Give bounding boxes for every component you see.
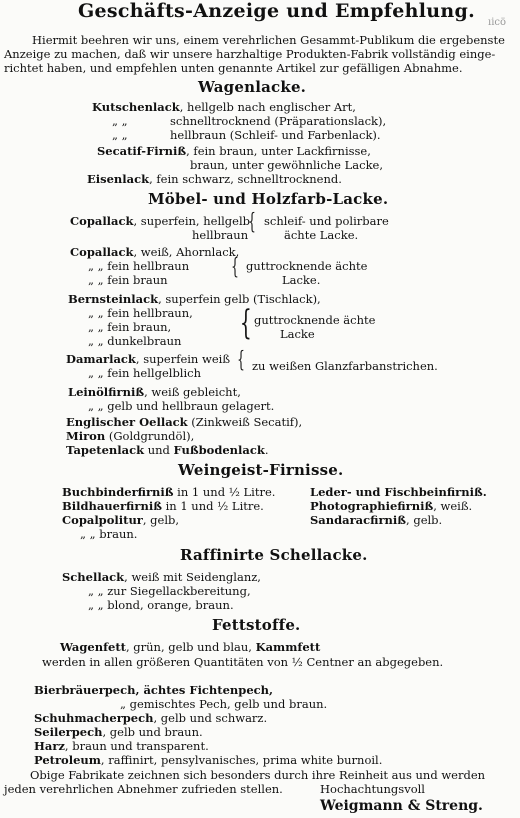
- damarlack-name: Damarlack: [66, 352, 136, 366]
- conjunction: und: [144, 443, 174, 457]
- praeparationslack-desc: schnelltrocknend (Präparationslack),: [170, 114, 387, 128]
- copallack-note-2: ächte Lacke.: [284, 228, 359, 242]
- wagenfett-name: Wagenfett: [60, 640, 126, 654]
- bernsteinlack-line: [68, 292, 321, 306]
- leinoelfirniss-desc: , weiß gebleicht,: [144, 385, 241, 399]
- section-heading-weingeist: Weingeist-Firnisse.: [178, 461, 344, 479]
- fussbodenlack-name: Fußbodenlack: [173, 443, 265, 457]
- bildhauerfirniss-desc: in 1 und ½ Litre.: [161, 499, 264, 513]
- schellack-line: [62, 570, 261, 584]
- bernsteinlack-hellbraun: „ „ fein hellbraun,: [88, 306, 193, 320]
- leinoelfirniss-gelagert: „ „ gelb und hellbraun gelagert.: [88, 399, 275, 413]
- copallack-hellbraun: „ „ fein hellbraun: [88, 259, 190, 273]
- eisenlack-line: [87, 172, 342, 186]
- ditto-marks: „ „: [112, 114, 128, 128]
- seilerpech-desc: , gelb und braun.: [102, 725, 203, 739]
- copalpolitur-line: [62, 513, 179, 527]
- copallack-cont: hellbraun: [192, 228, 249, 242]
- bildhauerfirniss-line: [62, 499, 264, 513]
- schellack-desc: , weiß mit Seidenglanz,: [124, 570, 261, 584]
- bildhauerfirniss-name: Bildhauerfirniß: [62, 499, 162, 513]
- copallack-braun: „ „ fein braun: [88, 273, 168, 287]
- harz-desc: , braun und transparent.: [64, 739, 209, 753]
- eisenlack-desc: , fein schwarz, schnelltrocknend.: [149, 172, 342, 186]
- section-heading-moebel: Möbel- und Holzfarb-Lacke.: [148, 190, 389, 208]
- brace: {: [239, 303, 252, 343]
- schuhmacherpech-name: Schuhmacherpech: [34, 711, 154, 725]
- englischer-oellack-desc: (Zinkweiß Secatif),: [187, 415, 303, 429]
- tapetenlack-name: Tapetenlack: [66, 443, 145, 457]
- photographiefirniss-line: [310, 499, 472, 513]
- kutschenlack-desc: , hellgelb nach englischer Art,: [179, 100, 356, 114]
- ad-title: Geschäfts-Anzeige und Empfehlung.: [78, 0, 475, 22]
- wagenfett-desc: , grün, gelb und blau,: [125, 640, 256, 654]
- intro-line-1: Hiermit beehren wir uns, einem verehrlichen Gesammt-Publikum die ergebenste: [32, 33, 505, 47]
- section-heading-schellacke: Raffinirte Schellacke.: [180, 546, 368, 564]
- intro-line-2: Anzeige zu machen, daß wir unsere harzhaltige Produkten-Fabrik vollständig einge-: [4, 47, 496, 61]
- schellack-farben: „ „ blond, orange, braun.: [88, 598, 234, 612]
- bernsteinlack-note-2: Lacke: [280, 327, 315, 341]
- leinoelfirniss-name: Leinölfirniß: [68, 385, 145, 399]
- brace: {: [248, 210, 256, 235]
- bernsteinlack-braun: „ „ fein braun,: [88, 320, 172, 334]
- abgabe-note: werden in allen größeren Quantitäten von ½ Centner an abgegeben.: [42, 655, 444, 669]
- lederfirniss-name: Leder- und Fischbeinfirniß.: [310, 485, 487, 499]
- englischer-oellack-line: [66, 415, 302, 429]
- miron-line: [66, 429, 194, 443]
- kammfett-name: Kammfett: [255, 640, 321, 654]
- wagenfett-line: [60, 640, 320, 654]
- gemischtes-pech: „ gemischtes Pech, gelb und braun.: [120, 697, 328, 711]
- damarlack-hellgelblich: „ „ fein hellgelblich: [88, 366, 202, 380]
- miron-name: Miron: [66, 429, 106, 443]
- bierbraeuerpech-name: Bierbräuerpech, ächtes Fichtenpech,: [34, 683, 274, 697]
- schellack-name: Schellack: [62, 570, 125, 584]
- eisenlack-name: Eisenlack: [87, 172, 150, 186]
- bernsteinlack-dunkelbraun: „ „ dunkelbraun: [88, 334, 182, 348]
- seilerpech-line: [34, 725, 203, 739]
- petroleum-desc: , raffinirt, pensylvanisches, prima white burnoil.: [100, 753, 383, 767]
- schellack-siegellack: „ „ zur Siegellackbereitung,: [88, 584, 251, 598]
- closing-line-1: Obige Fabrikate zeichnen sich besonders durch ihre Reinheit aus und werden: [30, 768, 486, 782]
- schuhmacherpech-desc: , gelb und schwarz.: [153, 711, 268, 725]
- bernsteinlack-name: Bernsteinlack: [68, 292, 159, 306]
- petroleum-name: Petroleum: [34, 753, 101, 767]
- copalpolitur-desc: , gelb,: [142, 513, 180, 527]
- punctuation: .: [264, 443, 269, 457]
- sandaracfirniss-line: [310, 513, 442, 527]
- photographiefirniss-name: Photographiefirniß: [310, 499, 434, 513]
- copallack-weiss-name: Copallack: [70, 245, 134, 259]
- buchbinderfirniss-desc: in 1 und ½ Litre.: [173, 485, 276, 499]
- copallack-note-1: schleif- und polirbare: [264, 214, 389, 228]
- kutschenlack-line: [92, 100, 356, 114]
- secatif-cont: braun, unter gewöhnliche Lacke,: [190, 158, 384, 172]
- damarlack-desc: , superfein weiß: [135, 352, 231, 366]
- sandaracfirniss-name: Sandaracfirniß: [310, 513, 407, 527]
- buchbinderfirniss-line: [62, 485, 275, 499]
- sandaracfirniss-desc: , gelb.: [406, 513, 443, 527]
- farbenlack-desc: hellbraun (Schleif- und Farbenlack).: [170, 128, 381, 142]
- copallack-line: [70, 214, 250, 228]
- englischer-oellack-name: Englischer Oellack: [66, 415, 188, 429]
- damarlack-line: [66, 352, 230, 366]
- seilerpech-name: Seilerpech: [34, 725, 103, 739]
- signature: Weigmann & Streng.: [320, 798, 483, 814]
- copallack-weiss-desc: , weiß, Ahornlack,: [133, 245, 240, 259]
- intro-line-3: richtet haben, und empfehlen unten genannte Artikel zur gefälligen Abnahme.: [4, 61, 463, 75]
- copallack-weiss-note-2: Lacke.: [282, 273, 321, 287]
- secatif-name: Secatif-Firniß: [97, 144, 187, 158]
- schuhmacherpech-line: [34, 711, 267, 725]
- damarlack-note: zu weißen Glanzfarbanstrichen.: [252, 359, 438, 373]
- section-heading-fettstoffe: Fettstoffe.: [212, 616, 301, 634]
- closing-line-2: jeden verehrlichen Abnehmer zufrieden stellen.: [4, 782, 283, 796]
- kutschenlack-name: Kutschenlack: [92, 100, 180, 114]
- copallack-desc: , superfein, hellgelb: [133, 214, 251, 228]
- secatif-desc: , fein braun, unter Lackfirnisse,: [186, 144, 371, 158]
- harz-line: [34, 739, 209, 753]
- miron-desc: (Goldgrundöl),: [105, 429, 195, 443]
- tapetenlack-line: [66, 443, 268, 457]
- bernsteinlack-desc: , superfein gelb (Tischlack),: [158, 292, 321, 306]
- buchbinderfirniss-name: Buchbinderfirniß: [62, 485, 174, 499]
- section-heading-wagenlacke: Wagenlacke.: [198, 78, 307, 96]
- brace: {: [237, 348, 245, 373]
- copallack-weiss-note-1: guttrocknende ächte: [246, 259, 368, 273]
- secatif-line: [97, 144, 371, 158]
- copalpolitur-braun: „ „ braun.: [80, 527, 138, 541]
- copalpolitur-name: Copalpolitur: [62, 513, 143, 527]
- greeting: Hochachtungsvoll: [320, 782, 425, 796]
- bleed-text-right: ıicö: [488, 17, 507, 28]
- copallack-weiss-line: [70, 245, 239, 259]
- ditto-marks: „ „: [112, 128, 128, 142]
- copallack-name: Copallack: [70, 214, 134, 228]
- photographiefirniss-desc: , weiß.: [433, 499, 473, 513]
- bernsteinlack-note-1: guttrocknende ächte: [254, 313, 376, 327]
- brace: {: [231, 255, 239, 280]
- petroleum-line: [34, 753, 382, 767]
- leinoelfirniss-line: [68, 385, 241, 399]
- harz-name: Harz: [34, 739, 65, 753]
